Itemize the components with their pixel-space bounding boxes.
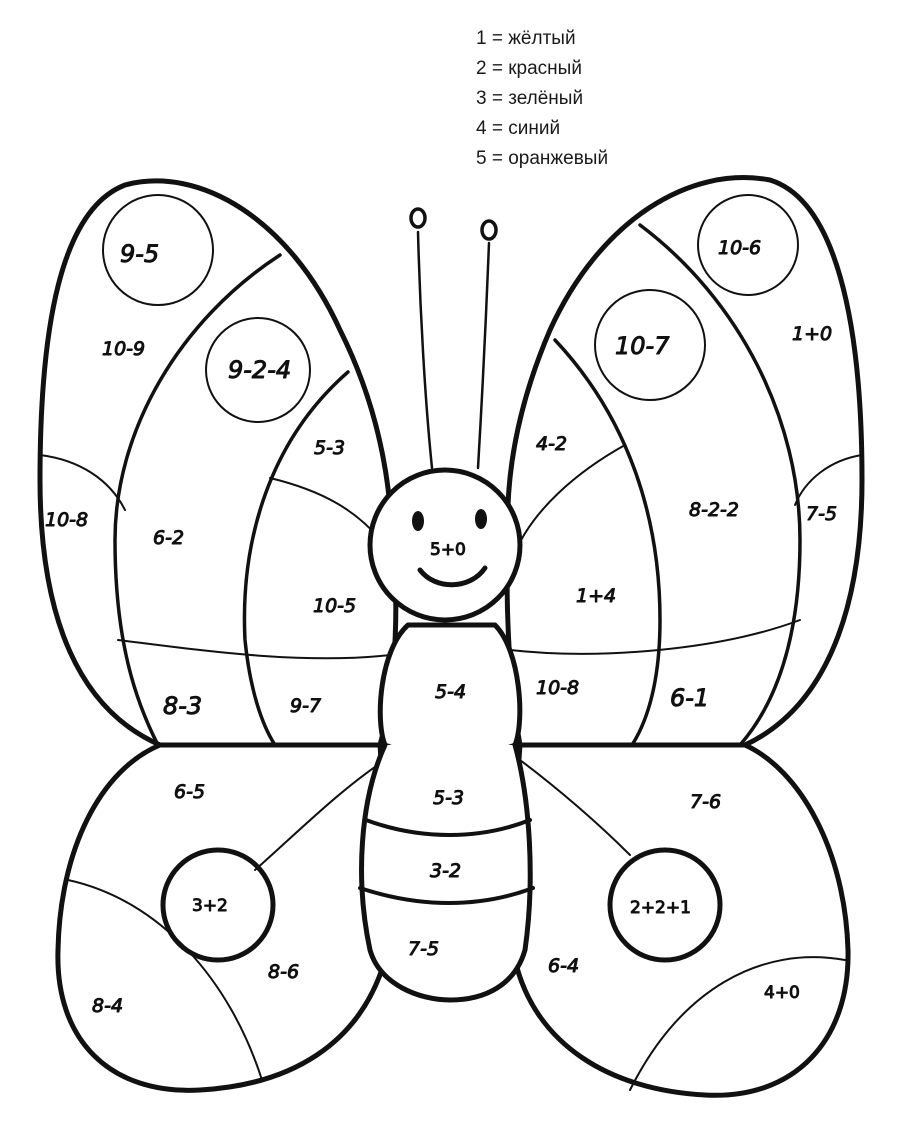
right-antenna-tip xyxy=(482,221,496,239)
label-body-seg4: 7-5 xyxy=(408,938,440,960)
label-luw-outer-mid: 10-8 xyxy=(45,509,89,531)
label-llw-middle: 8-6 xyxy=(268,961,300,983)
label-luw-mid-circle: 9-2-4 xyxy=(228,356,292,384)
label-luw-bottom-mid: 8-3 xyxy=(163,692,203,720)
right-upper-wing xyxy=(507,178,862,745)
label-body-seg3: 3-2 xyxy=(430,860,462,882)
legend-item-3: 3 = зелёный xyxy=(476,88,584,109)
legend-item-5: 5 = оранжевый xyxy=(476,148,609,169)
left-upper-arc-inner xyxy=(244,372,348,745)
label-body-head: 5+0 xyxy=(430,540,466,560)
right-upper-band-3 xyxy=(512,445,625,560)
label-body-seg2: 5-3 xyxy=(433,787,465,809)
legend-item-2: 2 = красный xyxy=(476,58,582,79)
right-antenna xyxy=(478,243,489,468)
left-antenna-tip xyxy=(411,209,425,227)
label-luw-bottom-inner: 9-7 xyxy=(290,695,322,717)
right-upper-band-1 xyxy=(795,455,862,505)
label-ruw-bottom-mid: 6-1 xyxy=(670,684,710,712)
label-ruw-top-circle: 10-6 xyxy=(718,237,762,259)
label-ruw-inner-mid: 1+4 xyxy=(576,585,617,607)
label-llw-top: 6-5 xyxy=(174,781,206,803)
antennae xyxy=(411,209,496,468)
label-rlw-bottom: 4+0 xyxy=(764,983,800,1003)
label-ruw-mid-circle: 10-7 xyxy=(615,332,670,360)
right-lower-wing xyxy=(511,745,848,1095)
label-luw-inner-top: 5-3 xyxy=(314,437,346,459)
left-lower-wing xyxy=(58,745,389,1090)
right-upper-arc-outer xyxy=(640,225,800,745)
label-llw-bottom: 8-4 xyxy=(92,995,124,1017)
right-lower-wing-outline xyxy=(511,745,848,1095)
label-luw-outer-top: 10-9 xyxy=(102,338,146,360)
label-body-seg1: 5-4 xyxy=(435,681,467,703)
left-upper-band-2 xyxy=(118,640,390,658)
left-lower-wing-outline xyxy=(58,745,389,1090)
legend-item-1: 1 = жёлтый xyxy=(476,28,576,49)
left-upper-wing xyxy=(40,181,396,745)
label-luw-inner-mid: 10-5 xyxy=(313,595,357,617)
left-upper-wing-outline xyxy=(40,181,396,745)
label-ruw-outer-top: 1+0 xyxy=(792,323,833,345)
label-luw-top-circle: 9-5 xyxy=(120,240,160,268)
left-upper-band-1 xyxy=(40,455,125,510)
legend-item-4: 4 = синий xyxy=(476,118,561,139)
right-lower-arc xyxy=(630,957,845,1090)
label-ruw-outer-mid: 7-5 xyxy=(806,503,838,525)
right-eye xyxy=(475,509,487,529)
label-rlw-top: 7-6 xyxy=(690,791,722,813)
label-ruw-mid-band: 8-2-2 xyxy=(689,499,739,521)
label-rlw-middle: 6-4 xyxy=(548,955,580,977)
label-ruw-inner-top: 4-2 xyxy=(536,433,568,455)
label-llw-circle: 3+2 xyxy=(192,896,228,916)
right-upper-band-2 xyxy=(510,620,800,654)
left-antenna xyxy=(418,232,432,468)
left-eye xyxy=(412,511,424,531)
label-rlw-circle: 2+2+1 xyxy=(630,898,691,918)
label-ruw-bottom-inner: 10-8 xyxy=(536,677,580,699)
left-upper-arc-outer xyxy=(115,255,280,745)
label-luw-mid-band: 6-2 xyxy=(153,527,185,549)
right-lower-line xyxy=(520,760,630,855)
